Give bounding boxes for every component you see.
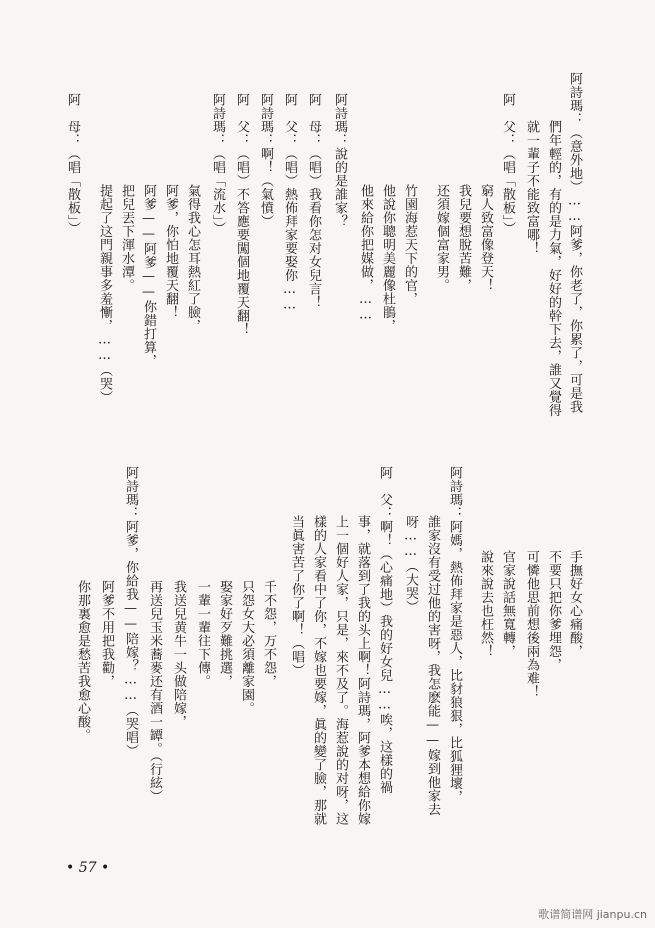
text-column: 一輩一輩往下傳。 [195, 580, 210, 688]
text-column: 阿 父：（唱）不答應要闖個地覆天翻！ [234, 93, 249, 336]
text-column: 阿 母：（唱「散板」） [65, 93, 80, 235]
text-column: 我送兒黄牛一头做陪嫁， [171, 580, 186, 729]
text-column: 提起了这門親事多羞慚，……（哭） [97, 184, 112, 404]
text-column: 可憐他思前想後兩為难！ [524, 550, 539, 699]
text-column: 当眞害苦了你了啊！（唱） [289, 515, 304, 677]
text-column: 阿爹，你怕地覆天翻！ [163, 184, 178, 319]
text-column: 阿 父：啊！（心痛地）我的好女兒……唉，这樣的禍 [377, 466, 392, 794]
text-column: 說來說去也枉然！ [478, 550, 493, 658]
text-column: 窮人致富像登天！ [478, 184, 493, 292]
text-column: 阿詩瑪：阿爹，你給我——陪嫁？……（哭唱） [123, 466, 138, 758]
text-column: 娶家好歹難挑選， [217, 580, 232, 688]
text-column: 阿詩瑪：說的是誰家？ [332, 93, 347, 228]
text-column: 我兒要想脫苦難， [456, 184, 471, 292]
text-column: 阿詩瑪：（意外地）……阿爹，你老了，你累了，可是我 [567, 72, 582, 414]
text-column: 官家說話無寬轉， [500, 550, 515, 658]
text-column: 你那裏愈是愁苦我愈心酸。 [75, 580, 90, 742]
text-column: 阿 父：（唱）熱佈拜家要娶你…… [282, 93, 297, 313]
text-column: 阿爹不用把我勸， [99, 580, 114, 688]
text-column: 手撫好女心痛酸， [567, 550, 582, 658]
text-column: 他說你聰明美麗像杜鵑， [380, 184, 395, 333]
page-number: • 57 • [66, 860, 110, 876]
text-column: 阿 母：（唱）我看你怎对女兒言！ [306, 93, 321, 309]
text-column: 阿 父：（唱「散板」） [500, 93, 515, 235]
text-column: 再送兒玉米蕎麥还有酒一罈。（行絃） [147, 580, 162, 803]
text-column: 們年輕的，有的是力氣，好好的幹下去，誰又覺得 [546, 120, 561, 417]
text-column: 就一輩子不能致富哪！ [524, 120, 539, 255]
text-column: 还須嫁個富家男。 [434, 184, 449, 292]
watermark: 歌谱简谱网 jianpu.cn [538, 908, 647, 921]
text-column: 只怨女大必須離家園。 [239, 580, 254, 715]
text-column: 阿爹——阿爹——你錯打算， [141, 184, 156, 368]
text-column: 阿詩瑪：（唱「流水」） [210, 93, 225, 235]
text-column: 千不怨，万不怨， [261, 580, 276, 688]
text-column: 他來給你把媒做，…… [358, 184, 373, 323]
text-column: 事，就落到了我的头上啊！阿詩瑪，阿爹本想給你嫁 [355, 515, 370, 826]
text-column: 竹園海惹天下的官， [402, 184, 417, 306]
text-column: 上一個好人家，只是，來不及了。海惹說的对呀，这 [333, 515, 348, 826]
text-column: 阿詩瑪：阿媽，熱佈拜家是惡人，比豺狼狠，比狐狸壞， [447, 466, 462, 804]
text-column: 呀……（大哭） [403, 515, 418, 614]
text-column: 氣得我心怎耳熱紅了臉， [185, 184, 200, 333]
text-column: 把兒丟下渾水潭。 [119, 184, 134, 292]
text-column: 不要只把你爹埋怨， [546, 550, 561, 672]
text-column: 樣的人家看中了你，不嫁也要嫁，眞的變了臉，那就 [311, 515, 326, 826]
text-column: 阿詩瑪：啊！（氣憤） [258, 93, 273, 228]
text-column: 誰家沒有受过他的害呀，我怎麽能——嫁到他家去 [425, 515, 440, 816]
